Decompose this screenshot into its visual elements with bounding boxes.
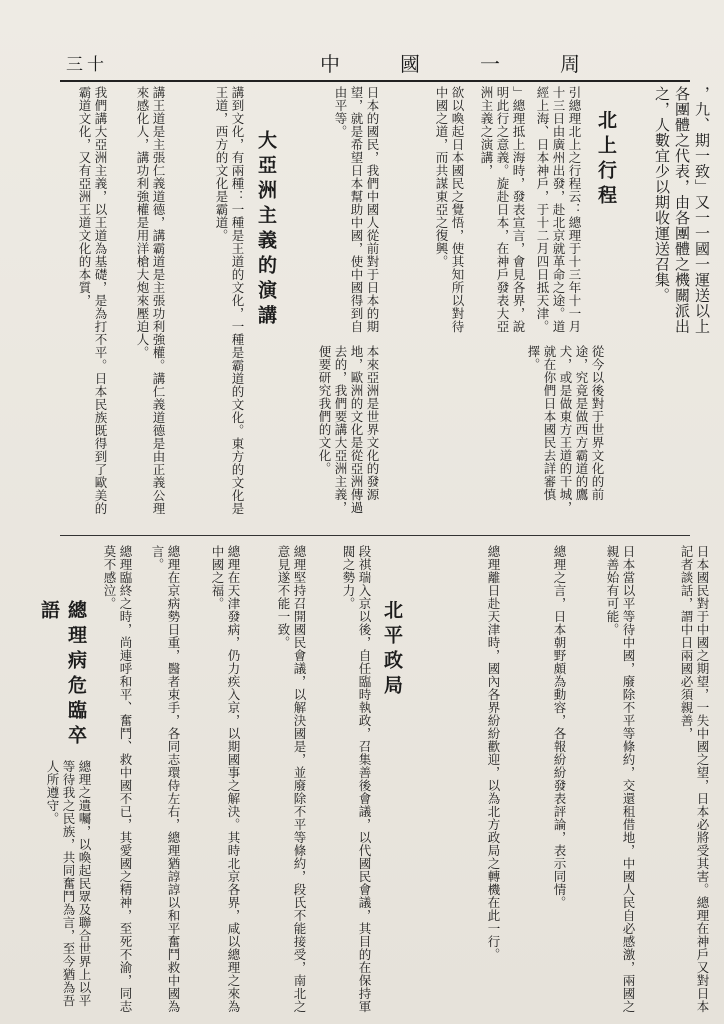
last-words-column: 總理臨終之時，尚連呼和平、奮鬥、救中國不已，其愛國之精神，至死不渝，同志莫不感泣。 [102,545,133,1013]
speech-column: 本來亞洲是世界文化的發源地，歐洲的文化是從亞洲傳過去的，我們要講大亞洲主義，便要研究我們的文化。 [317,345,380,514]
section-heading-last-words: 總理病危臨卒語 [38,600,87,750]
section-heading-beiping: 北平政局 [381,600,403,700]
speech-column: 日本的國民，我們中國人從前對于日本的期望，就是希望日本幫助中國，使中國得到自由平等。 [333,86,380,333]
journal-title: 中國一周 [320,52,640,76]
japan-column: 日本國民對于中國之期望，一失中國之望，日本必將受其害。總理在神戶又對日本記者談話，謂中日兩國必須親善， [679,545,710,1013]
speech-column: 從今以後對于世界文化的前途，究竟是做西方霸道的鷹犬，或是做東方王道的干城，就在你們日本國民去詳審慎擇。 [526,345,605,514]
politics-column: 總理堅持召開國民會議，以解決國是，並廢除不平等條約，段氏不能接受，南北之意見遂不能一致。 [276,545,307,1013]
section-heading-pan-asia: 大亞洲主義的演講 [255,130,277,330]
page-number: 三十 [66,55,108,75]
speech-column: 我們講大亞洲主義，以王道為基礎，是為打不平。日本民族既得到了歐美的霸道文化，又有亞洲王道文化的本質， [77,86,108,515]
politics-column: 段祺瑞入京以後，自任臨時執政，召集善後會議，以代國民會議，其目的在保持軍閥之勢力。 [341,545,372,1013]
japan-column: 總理之言，日本朝野頗為動容，各報紛紛發表評論，表示同情。 [552,545,567,909]
politics-column: 總理在天津發病，仍力疾入京，以期國事之解決。其時北京各界，咸以總理之來為中國之福。 [210,545,241,1013]
section-heading-north-trip: 北上行程 [595,110,617,210]
page-header [60,40,690,82]
japan-column: 日本當以平等待中國，廢除不平等條約，交還租借地，中國人民自必感激，兩國之親善始有可能。 [605,545,636,1013]
last-words-column: 總理之遺囑，以喚起民眾及聯合世界上以平等待我之民族，共同奮鬥為言，至今猶為吾人所遵守。 [45,760,92,1007]
north-trip-column: 」總理抵上海時，發表宣言，會見各界，說明此行之意義。旋赴日本，在神戶發表大亞洲主義之演講， [479,86,526,333]
last-words-column: 總理在京病勢日重，醫者束手，各同志環侍左右，總理猶諄諄以和平奮鬥救中國為言。 [150,545,181,1013]
intro-text: ，九、期一致」又一一國一運送以上各團體之代表，由各團體之機關派出之，人數宜少以期收運送召集。 [653,86,711,334]
speech-column: 講王道是主張仁義道德，講霸道是主張功利強權。講仁義道德是由正義公理來感化人，講功利強權是用洋槍大炮來壓迫人。 [135,86,166,515]
north-trip-column: 欲以喚起日本國民之覺悟，使其知所以對待中國之道，而共謀東亞之復興。 [434,86,465,333]
speech-column: 講到文化，有兩種：一種是王道的文化，一種是霸道的文化。東方的文化是王道，西方的文化是霸道。 [214,86,245,515]
japan-column: 總理離日赴天津時，國內各界紛紛歡迎，以為北方政局之轉機在此一行。 [486,545,501,961]
section-divider [60,535,690,536]
north-trip-column: 引總理北上之行程云：總理于十三年十一月十三日由廣州出發，赴北京就革命之途。道經上海、日本神戶，于十二月四日抵天津。 [535,86,582,333]
